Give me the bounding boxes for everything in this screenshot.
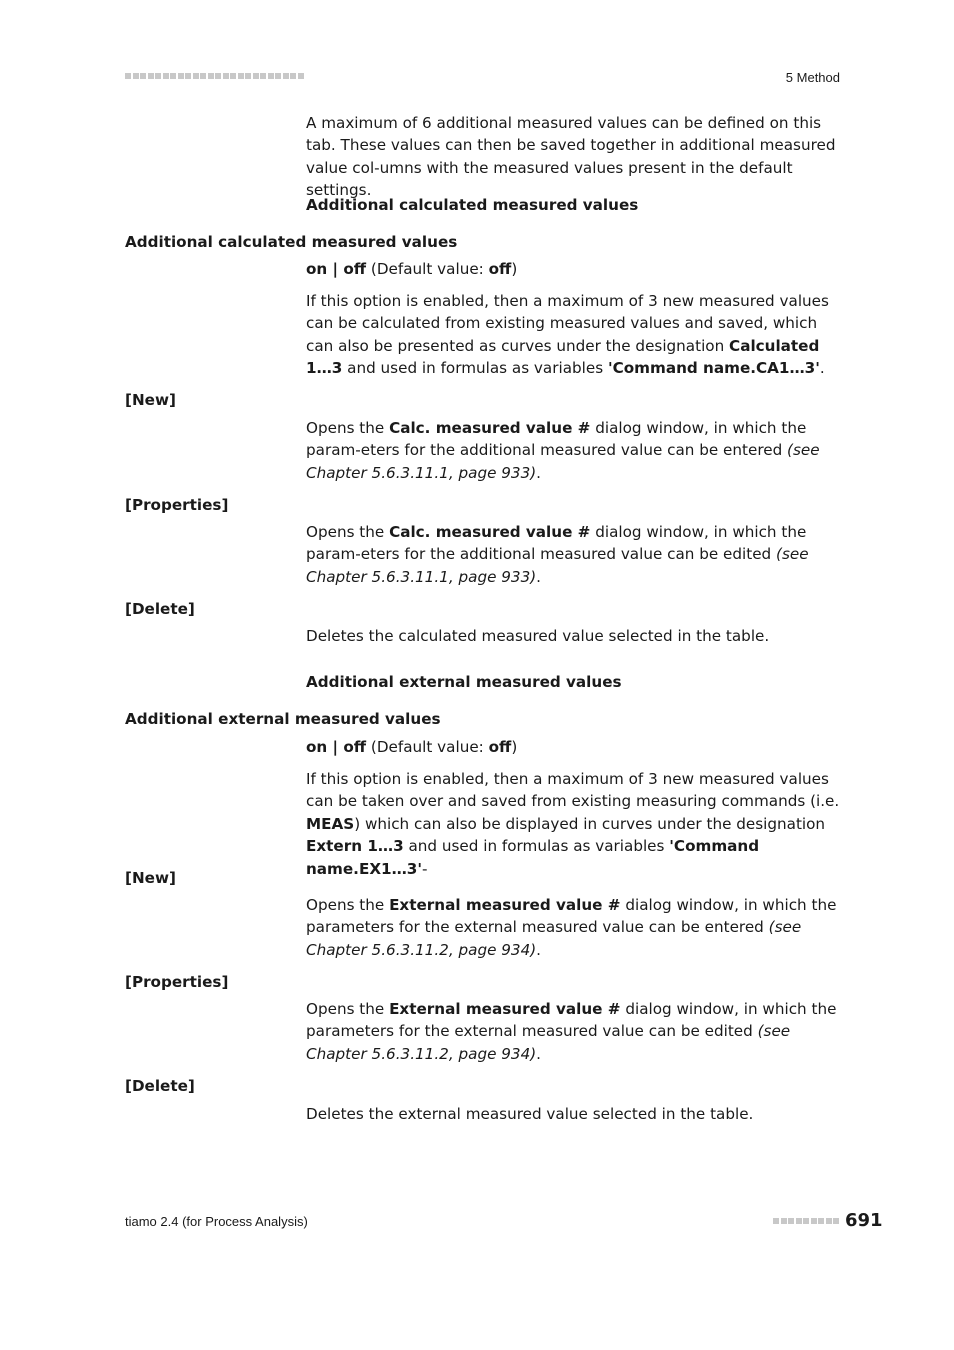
calc-desc-text: and used in formulas as variables — [342, 359, 608, 378]
calc-desc-text: If this option is enabled, then a maximum of 3 new measured values can be calculated from existing measured values and saved, which can also be presented as curves under the designation — [306, 292, 829, 355]
decoration-square — [275, 73, 281, 79]
calc-desc-text: . — [819, 359, 825, 378]
ext-new-reference: (see Chapter 5.6.3.11.2, page 934) — [306, 918, 802, 959]
ext-default-prefix: (Default value: — [366, 738, 489, 756]
decoration-square — [185, 73, 191, 79]
decoration-square — [148, 73, 154, 79]
ext-desc-designation: Extern 1…3 — [306, 837, 404, 856]
calc-props-dialog: Calc. measured value # — [389, 523, 591, 541]
ext-props-text: Opens the — [306, 1000, 390, 1018]
ext-desc-text: If this option is enabled, then a maximum of 3 new measured values can be taken over and saved from existing measuring commands (i.e. — [306, 770, 840, 811]
intro-paragraph: A maximum of 6 additional measured values can be defined on this tab. These values can then be saved together in additional measured value col-umns with the measured values present in the default settings. — [306, 114, 836, 200]
decoration-square — [245, 73, 251, 79]
calc-properties-description — [306, 521, 846, 588]
decoration-square — [290, 73, 296, 79]
decoration-square — [253, 73, 259, 79]
calc-desc-designation: Calculated 1…3 — [306, 336, 820, 378]
decoration-square — [796, 1218, 802, 1224]
calc-delete-description: Deletes the calculated measured value selected in the table. — [306, 627, 770, 645]
page-number: 691 — [845, 1210, 883, 1231]
calc-new-description — [306, 417, 846, 484]
calc-default-prefix: (Default value: — [366, 260, 489, 278]
decoration-square — [170, 73, 176, 79]
decoration-square — [178, 73, 184, 79]
decoration-square — [811, 1218, 817, 1224]
ext-desc-text: ) which can also be displayed in curves under the designation — [354, 814, 826, 833]
ext-delete-label: [Delete] — [125, 1077, 195, 1095]
calc-default-suffix: ) — [511, 260, 518, 278]
calc-new-text: dialog window, in which the param-eters for the additional measured value can be entered — [306, 419, 807, 460]
decoration-square — [818, 1218, 824, 1224]
ext-default-suffix: ) — [511, 738, 518, 756]
ext-props-text: dialog window, in which the parameters for the external measured value can be edited — [306, 1000, 837, 1041]
calc-desc-variable: 'Command name.CA1…3' — [607, 359, 820, 378]
decoration-square — [238, 73, 244, 79]
decoration-square — [298, 73, 304, 79]
calc-new-text: Opens the — [306, 419, 390, 437]
footer-product: tiamo 2.4 (for Process Analysis) — [125, 1214, 308, 1229]
header-section-title: 5 Method — [785, 70, 840, 85]
decoration-square — [163, 73, 169, 79]
decoration-square — [215, 73, 221, 79]
calc-properties-label: [Properties] — [125, 496, 229, 514]
calc-default — [306, 258, 846, 280]
decoration-square — [125, 73, 131, 79]
ext-default-value: off — [488, 738, 512, 756]
ext-new-text: . — [536, 940, 541, 959]
decoration-square — [133, 73, 139, 79]
ext-new-text: Opens the — [306, 896, 390, 914]
calc-props-text: . — [536, 567, 541, 586]
decoration-square — [283, 73, 289, 79]
ext-new-label: [New] — [125, 869, 176, 887]
decoration-square — [826, 1218, 832, 1224]
footer-decoration — [773, 1218, 839, 1224]
calc-props-text: Opens the — [306, 523, 390, 541]
calc-props-text: dialog window, in which the param-eters for the additional measured value can be edited — [306, 523, 807, 564]
calc-onoff: on | off — [306, 260, 367, 278]
ext-props-text: . — [536, 1044, 541, 1063]
ext-properties-label: [Properties] — [125, 973, 229, 991]
decoration-square — [230, 73, 236, 79]
decoration-square — [260, 73, 266, 79]
ext-desc-text: and used in formulas as variables — [403, 837, 670, 856]
decoration-square — [200, 73, 206, 79]
ext-description — [306, 768, 846, 880]
calc-option-label: Additional calculated measured values — [125, 233, 458, 251]
ext-props-dialog: External measured value # — [389, 1000, 621, 1018]
calc-default-value: off — [488, 260, 512, 278]
ext-option-label: Additional external measured values — [125, 710, 441, 728]
decoration-square — [208, 73, 214, 79]
ext-onoff: on | off — [306, 738, 367, 756]
decoration-square — [155, 73, 161, 79]
calc-props-reference: (see Chapter 5.6.3.11.1, page 933) — [306, 545, 809, 586]
ext-desc-text: - — [422, 859, 428, 878]
calc-subheading: Additional calculated measured values — [306, 196, 639, 214]
decoration-square — [223, 73, 229, 79]
ext-delete-description: Deletes the external measured value selected in the table. — [306, 1105, 754, 1123]
calc-new-reference: (see Chapter 5.6.3.11.1, page 933) — [306, 441, 820, 482]
ext-properties-description — [306, 998, 846, 1065]
calc-delete-label: [Delete] — [125, 600, 195, 618]
calc-new-text: . — [536, 463, 541, 482]
ext-desc-variable: 'Command name.EX1…3' — [306, 837, 760, 878]
ext-desc-command: MEAS — [306, 814, 355, 833]
ext-new-dialog: External measured value # — [389, 896, 621, 914]
header-decoration — [125, 73, 304, 79]
ext-props-reference: (see Chapter 5.6.3.11.2, page 934) — [306, 1022, 791, 1063]
decoration-square — [140, 73, 146, 79]
ext-new-text: dialog window, in which the parameters for the external measured value can be entered — [306, 896, 837, 937]
calc-new-dialog: Calc. measured value # — [389, 419, 591, 437]
calc-new-label: [New] — [125, 391, 176, 409]
decoration-square — [803, 1218, 809, 1224]
decoration-square — [193, 73, 199, 79]
ext-default — [306, 736, 846, 758]
calc-description — [306, 290, 846, 380]
decoration-square — [773, 1218, 779, 1224]
decoration-square — [781, 1218, 787, 1224]
decoration-square — [833, 1218, 839, 1224]
ext-new-description — [306, 894, 846, 961]
ext-subheading: Additional external measured values — [306, 673, 622, 691]
decoration-square — [268, 73, 274, 79]
decoration-square — [788, 1218, 794, 1224]
